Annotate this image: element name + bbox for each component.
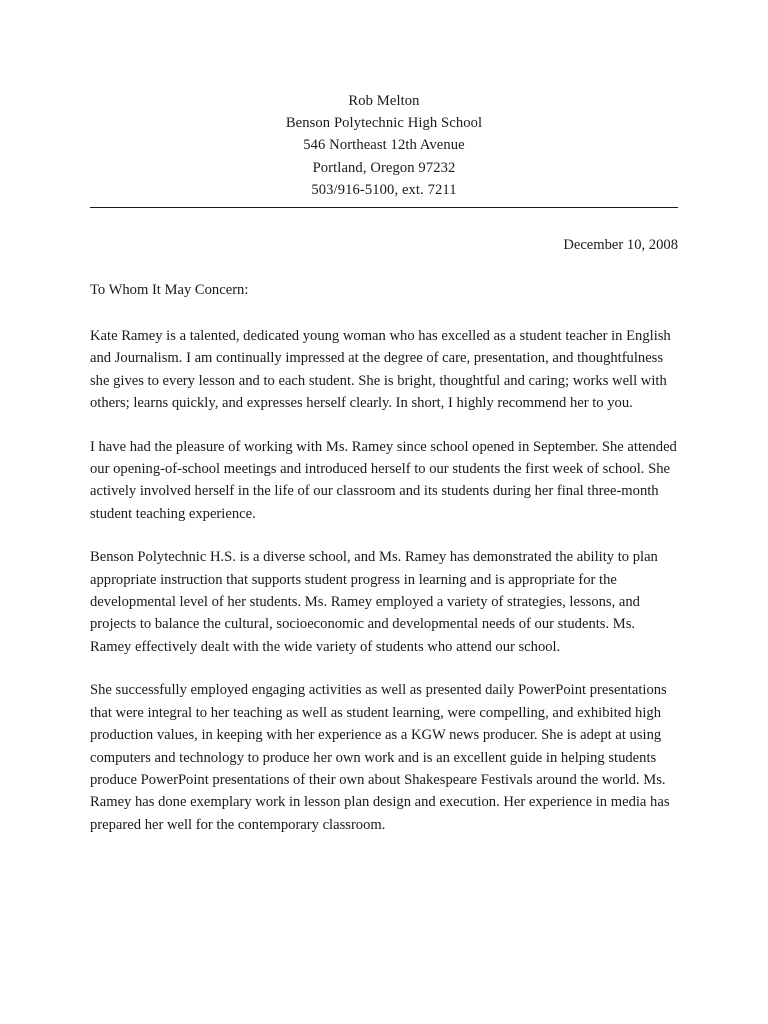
letterhead-sender-name: Rob Melton (348, 93, 420, 109)
letterhead-organization: Benson Polytechnic High School (285, 115, 483, 132)
letter-content-column (90, 0, 678, 836)
letter-date: December 10, 2008 (563, 237, 678, 254)
letterhead-phone: 503/916-5100, ext. 7211 (311, 181, 457, 198)
body-paragraph: Benson Polytechnic H.S. is a diverse school, and Ms. Ramey has demonstrated the ability to plan appropriate instruction that supports student progress in learning and is appropriate for the developmental level of her students. Ms. Ramey employed a variety of strategies, lessons, and projects to balance the cultural, socioeconomic and developmental needs of our students. Ms. Ramey effectively dealt with the wide variety of students who attend our school. (90, 549, 658, 655)
letter-body-paragraphs (90, 325, 678, 836)
body-paragraph: I have had the pleasure of working with Ms. Ramey since school opened in September. She attended our opening-of-school meetings and introduced herself to our students the first week of school. She actively involved herself in the life of our classroom and its students during her final three-month student teaching experience. (90, 438, 677, 522)
letter-salutation: To Whom It May Concern: (90, 282, 249, 299)
body-paragraph: She successfully employed engaging activities as well as presented daily PowerPoint presentations that were integral to her teaching as well as student learning, were compelling, and exhibited high production values, in keeping with her experience as a KGW news producer. She is adept at using computers and technology to produce her own work and is an excellent guide in helping students produce PowerPoint presentations of their own about Shakespeare Festivals around the world. Ms. Ramey has done exemplary work in lesson plan design and execution. Her experience in media has prepared her well for the contemporary classroom. (90, 682, 670, 833)
letterhead (90, 0, 678, 208)
letterhead-street-address: 546 Northeast 12th Avenue (303, 137, 465, 154)
body-paragraph: Kate Ramey is a talented, dedicated young woman who has excelled as a student teacher in English and Journalism. I am continually impressed at the degree of care, presentation, and thoughtfulness she gives to every lesson and to each student. She is bright, thoughtful and caring; works well with others; learns quickly, and expresses herself clearly. In short, I highly recommend her to you. (90, 328, 671, 412)
letterhead-divider-rule (90, 207, 678, 208)
letterhead-city-state-zip: Portland, Oregon 97232 (312, 159, 456, 176)
